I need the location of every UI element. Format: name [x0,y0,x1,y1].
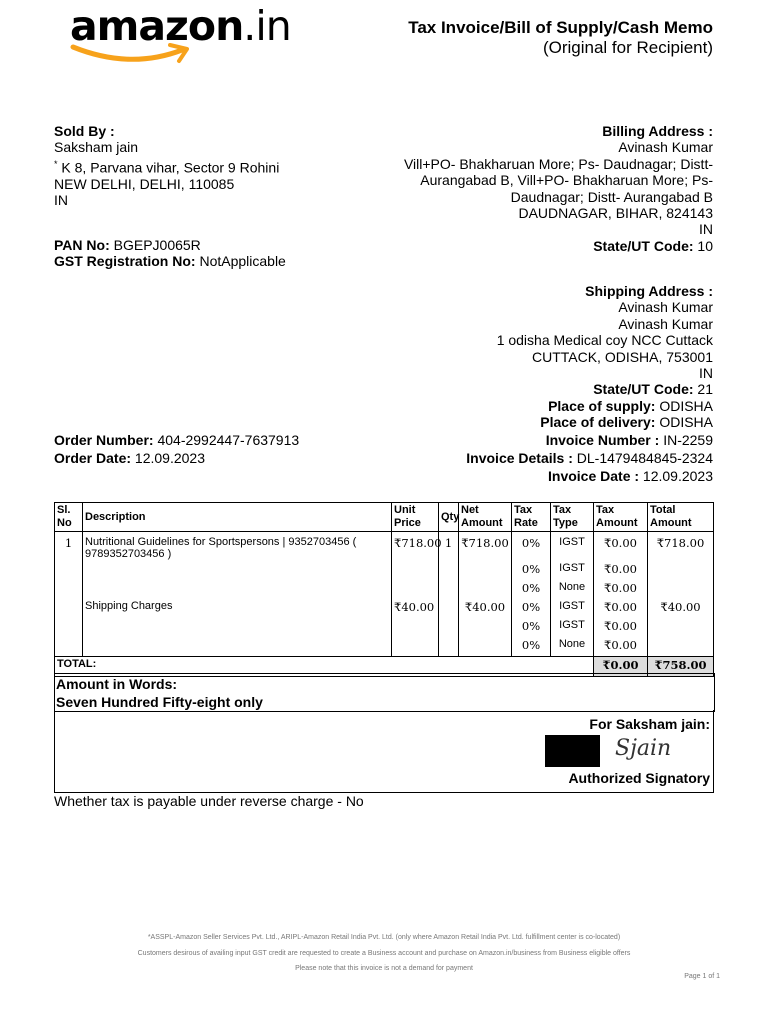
shipping-state-code: State/UT Code: 21 [593,381,713,398]
signatory-box [54,710,714,793]
billing-state-code: State/UT Code: 10 [593,237,713,254]
shipping-country: IN [699,365,713,382]
billing-country: IN [699,221,713,238]
col-unit-price: Unit Price [392,503,439,532]
logo-tld: .in [243,2,291,50]
invoice-date: Invoice Date : 12.09.2023 [548,468,713,484]
col-net-amount: Net Amount [459,503,512,532]
shipping-name-2: Avinash Kumar [618,315,713,332]
pan-number: PAN No: BGEPJ0065R [54,237,201,253]
table-row: 0% None ₹0.00 [55,580,714,599]
gst-number: GST Registration No: NotApplicable [54,253,286,270]
order-number: Order Number: 404-2992447-7637913 [54,432,300,448]
col-tax-rate: Tax Rate [512,503,551,532]
smile-arrow-icon [70,40,200,66]
col-qty: Qty [439,503,459,532]
table-row: 0% IGST ₹0.00 [55,561,714,580]
title-line2: (Original for Recipient) [542,38,713,57]
col-tax-amount: Tax Amount [594,503,648,532]
seller-address-2: NEW DELHI, DELHI, 110085 [54,175,235,192]
billing-heading: Billing Address : [602,123,713,139]
billing-block [353,123,713,254]
invoice-title [408,18,713,58]
table-header-row [55,503,714,532]
seller-name: Saksham jain [54,139,139,156]
shipping-block [353,283,713,431]
footer-note-2: Customers desirous of availing input GST credit are requested to create a Business account and purchase on Amazon.in/business from Business eligible offers [137,950,631,957]
table-row: 0% None ₹0.00 [55,637,714,657]
items-table [54,502,714,677]
table-row: 1 Nutritional Guidelines for Sportspersons | 9352703456 ( 9789352703456 ) ₹718.00 1 ₹718.00 0% IGST ₹0.00 ₹718.00 [55,532,714,562]
shipping-name-1: Avinash Kumar [618,299,713,316]
place-of-delivery: Place of delivery: ODISHA [540,414,713,431]
shipping-line-1: 1 odisha Medical coy NCC Cuttack [496,332,713,349]
seller-tax-ids [54,237,374,270]
invoice-details: Invoice Details : DL-1479484845-2324 [466,450,713,466]
col-total-amount: Total Amount [648,503,714,532]
seller-address-1: * K 8, Parvana vihar, Sector 9 Rohini [54,158,280,176]
footer-note-1: *ASSPL-Amazon Seller Services Pvt. Ltd., ARIPL-Amazon Retail India Pvt. Ltd. (only where Amazon Retail India Pvt. Ltd. fulfillment center is co-located) [147,934,621,941]
order-block [54,431,374,467]
seller-block [54,123,354,209]
title-line1: Tax Invoice/Bill of Supply/Cash Memo [408,18,713,37]
billing-line-3: Daudnagar; Distt- Aurangabad B [510,188,713,205]
redacted-block [545,735,600,767]
invoice-number: Invoice Number : IN-2259 [545,432,713,448]
invoice-block [373,431,713,485]
signature: Sjain [615,736,672,761]
amount-words-value: Seven Hundred Fifty-eight only [56,694,263,710]
billing-name: Avinash Kumar [618,139,713,156]
amount-words-label: Amount in Words: [56,676,178,692]
place-of-supply: Place of supply: ODISHA [548,397,713,414]
table-row: 0% IGST ₹0.00 [55,618,714,637]
order-date: Order Date: 12.09.2023 [54,450,205,466]
col-description: Description [83,503,392,532]
billing-line-1: Vill+PO- Bhakharuan More; Ps- Daudnagar; Distt- [403,155,713,172]
shipping-city: CUTTACK, ODISHA, 753001 [531,348,713,365]
total-amount: ₹758.00 [648,657,714,677]
shipping-heading: Shipping Address : [585,283,713,299]
footer-note-3: Please note that this invoice is not a demand for payment [295,965,473,972]
billing-line-2: Aurangabad B, Vill+PO- Bhakharuan More; Ps- [420,172,713,189]
logo-brand: amazon [70,2,244,50]
col-tax-type: Tax Type [551,503,594,532]
reverse-charge-note: Whether tax is payable under reverse charge - No [54,793,364,809]
amazon-logo [70,2,310,70]
col-sl: Sl. No [55,503,83,532]
seller-country: IN [54,192,68,209]
for-seller-label: For Saksham jain: [589,716,710,732]
total-tax: ₹0.00 [594,657,648,677]
authorized-signatory-label: Authorized Signatory [568,770,710,786]
table-row: Shipping Charges ₹40.00 ₹40.00 0% IGST ₹0.00 ₹40.00 [55,599,714,618]
sold-by-heading: Sold By : [54,123,115,139]
amount-in-words-box [54,673,715,712]
total-label: TOTAL: [55,657,594,677]
billing-city: DAUDNAGAR, BIHAR, 824143 [518,205,713,222]
page-number: Page 1 of 1 [684,973,720,980]
